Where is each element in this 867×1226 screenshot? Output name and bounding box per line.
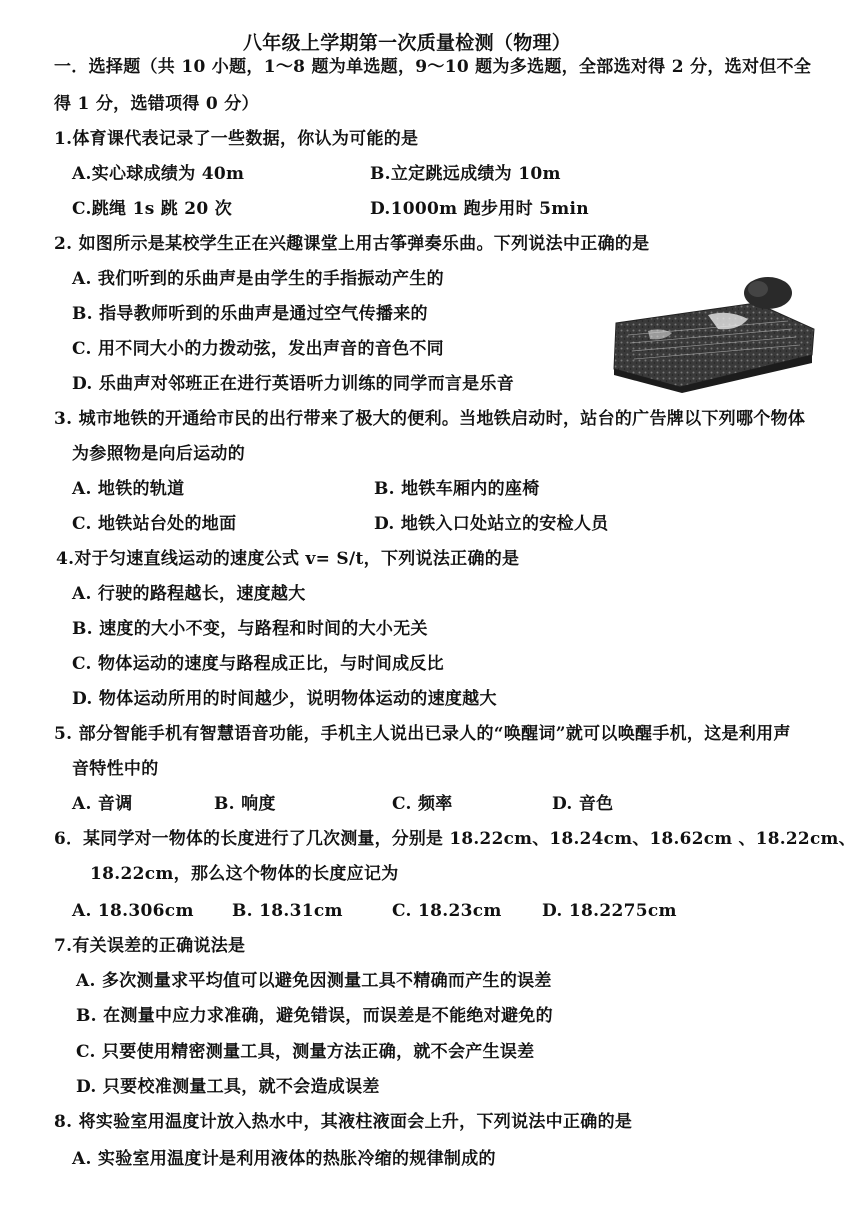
question-3-stem: 3. 城市地铁的开通给市民的出行带来了极大的便利。当地铁启动时，站台的广告牌以下列哪个物体 xyxy=(54,409,806,429)
question-4-option-a: A. 行驶的路程越长，速度越大 xyxy=(72,584,306,604)
question-2-stem: 2. 如图所示是某校学生正在兴趣课堂上用古筝弹奏乐曲。下列说法中正确的是 xyxy=(54,234,650,254)
question-3-option-c: C. 地铁站台处的地面 xyxy=(72,514,237,534)
question-4-option-d: D. 物体运动所用的时间越少，说明物体运动的速度越大 xyxy=(72,689,497,709)
question-5-option-c: C. 频率 xyxy=(392,794,453,814)
question-2-option-b: B. 指导教师听到的乐曲声是通过空气传播来的 xyxy=(72,304,428,324)
question-7-option-b: B. 在测量中应力求准确，避免错误，而误差是不能绝对避免的 xyxy=(76,1006,553,1026)
question-6-option-d: D. 18.2275cm xyxy=(542,901,677,921)
question-6-stem: 6．某同学对一物体的长度进行了几次测量，分别是 18.22cm、18.24cm、18.62cm 、18.22cm、 xyxy=(54,829,856,849)
question-6-stem-cont: 18.22cm，那么这个物体的长度应记为 xyxy=(90,864,399,884)
exam-title: 八年级上学期第一次质量检测（物理） xyxy=(243,32,572,54)
question-3-option-a: A. 地铁的轨道 xyxy=(72,479,185,499)
question-5-stem: 5. 部分智能手机有智慧语音功能，手机主人说出已录人的“唤醒词”就可以唤醒手机，这是利用声 xyxy=(54,724,791,744)
question-7-stem: 7.有关误差的正确说法是 xyxy=(54,936,246,956)
question-1-stem: 1.体育课代表记录了一些数据，你认为可能的是 xyxy=(54,129,419,149)
question-6-option-c: C. 18.23cm xyxy=(392,901,502,921)
question-7-option-c: C. 只要使用精密测量工具，测量方法正确，就不会产生误差 xyxy=(76,1042,535,1062)
question-5-option-d: D. 音色 xyxy=(552,794,614,814)
question-5-option-a: A. 音调 xyxy=(72,794,133,814)
question-3-option-d: D. 地铁入口处站立的安检人员 xyxy=(374,514,609,534)
question-6-option-a: A. 18.306cm xyxy=(72,901,194,921)
question-2-option-d: D. 乐曲声对邻班正在进行英语听力训练的同学而言是乐音 xyxy=(72,374,515,394)
question-6-option-b: B. 18.31cm xyxy=(232,901,343,921)
question-1-option-d: D.1000m 跑步用时 5min xyxy=(370,199,589,219)
question-3-option-b: B. 地铁车厢内的座椅 xyxy=(374,479,540,499)
question-8-option-a: A. 实验室用温度计是利用液体的热胀冷缩的规律制成的 xyxy=(72,1149,496,1169)
question-7-option-d: D. 只要校准测量工具，就不会造成误差 xyxy=(76,1077,380,1097)
question-2-option-a: A. 我们听到的乐曲声是由学生的手指振动产生的 xyxy=(72,269,444,289)
section-heading-cont: 得 1 分，选错项得 0 分） xyxy=(54,94,259,114)
question-3-stem-cont: 为参照物是向后运动的 xyxy=(72,444,245,464)
question-5-stem-cont: 音特性中的 xyxy=(72,759,159,779)
question-1-option-c: C.跳绳 1s 跳 20 次 xyxy=(72,199,233,219)
guzheng-photo-icon xyxy=(608,275,816,393)
question-4-option-b: B. 速度的大小不变，与路程和时间的大小无关 xyxy=(72,619,428,639)
question-8-stem: 8. 将实验室用温度计放入热水中，其液柱液面会上升，下列说法中正确的是 xyxy=(54,1112,633,1132)
question-1-option-a: A.实心球成绩为 40m xyxy=(72,164,245,184)
question-4-option-c: C. 物体运动的速度与路程成正比，与时间成反比 xyxy=(72,654,444,674)
section-heading: 一．选择题（共 10 小题，1～8 题为单选题，9～10 题为多选题，全部选对得 2 分，选对但不全 xyxy=(54,57,812,77)
question-4-stem: 4.对于匀速直线运动的速度公式 v= S/t，下列说法正确的是 xyxy=(56,549,520,569)
question-2-option-c: C. 用不同大小的力拨动弦，发出声音的音色不同 xyxy=(72,339,444,359)
question-5-option-b: B. 响度 xyxy=(214,794,276,814)
question-1-option-b: B.立定跳远成绩为 10m xyxy=(370,164,561,184)
question-7-option-a: A. 多次测量求平均值可以避免因测量工具不精确而产生的误差 xyxy=(76,971,552,991)
